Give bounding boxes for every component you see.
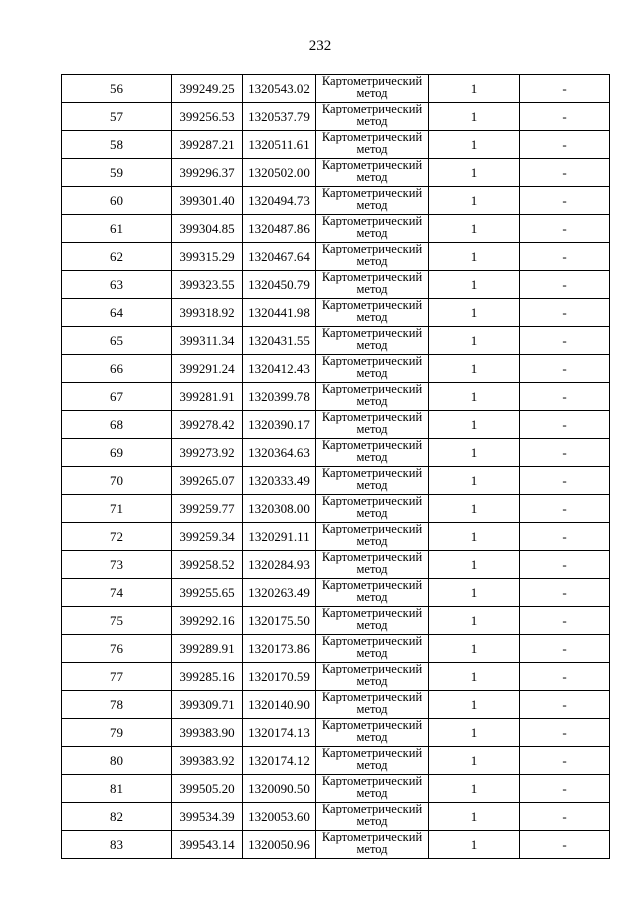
note-cell: - <box>520 327 610 355</box>
method-line-2: метод <box>356 786 388 800</box>
table-row <box>62 747 610 775</box>
coordinate-x-cell: 399258.52 <box>172 551 243 579</box>
method-line-2: метод <box>356 366 388 380</box>
coordinate-x-cell: 399259.34 <box>172 523 243 551</box>
table-row <box>62 691 610 719</box>
accuracy-cell: 1 <box>429 691 520 719</box>
note-cell: - <box>520 803 610 831</box>
method-line-2: метод <box>356 86 388 100</box>
method-cell <box>316 411 429 439</box>
table-row <box>62 243 610 271</box>
table-row <box>62 75 610 103</box>
accuracy-cell: 1 <box>429 775 520 803</box>
coordinate-y-cell: 1320170.59 <box>243 663 316 691</box>
table-row <box>62 635 610 663</box>
accuracy-cell: 1 <box>429 355 520 383</box>
coordinate-y-cell: 1320543.02 <box>243 75 316 103</box>
coordinate-x-cell: 399543.14 <box>172 831 243 859</box>
table-row <box>62 271 610 299</box>
accuracy-cell: 1 <box>429 103 520 131</box>
method-line-1: Картометрический <box>321 74 423 88</box>
method-line-1: Картометрический <box>321 802 423 816</box>
method-line-1: Картометрический <box>321 690 423 704</box>
method-cell <box>316 215 429 243</box>
accuracy-cell: 1 <box>429 383 520 411</box>
accuracy-cell: 1 <box>429 187 520 215</box>
method-line-2: метод <box>356 394 388 408</box>
table-row <box>62 383 610 411</box>
method-line-2: метод <box>356 814 388 828</box>
method-cell <box>316 579 429 607</box>
method-line-2: метод <box>356 254 388 268</box>
method-line-1: Картометрический <box>321 298 423 312</box>
coordinate-x-cell: 399383.90 <box>172 719 243 747</box>
coordinates-table-body <box>62 75 610 859</box>
coordinate-y-cell: 1320450.79 <box>243 271 316 299</box>
coordinate-y-cell: 1320364.63 <box>243 439 316 467</box>
table-row <box>62 355 610 383</box>
table-row <box>62 439 610 467</box>
method-line-2: метод <box>356 478 388 492</box>
method-cell <box>316 663 429 691</box>
table-row <box>62 831 610 859</box>
method-line-1: Картометрический <box>321 382 423 396</box>
method-cell <box>316 775 429 803</box>
table-row <box>62 579 610 607</box>
point-number-cell: 75 <box>62 607 172 635</box>
table-row <box>62 495 610 523</box>
coordinate-y-cell: 1320175.50 <box>243 607 316 635</box>
coordinate-x-cell: 399301.40 <box>172 187 243 215</box>
coordinate-y-cell: 1320291.11 <box>243 523 316 551</box>
point-number-cell: 74 <box>62 579 172 607</box>
method-cell <box>316 831 429 859</box>
accuracy-cell: 1 <box>429 75 520 103</box>
point-number-cell: 59 <box>62 159 172 187</box>
coordinate-y-cell: 1320284.93 <box>243 551 316 579</box>
method-line-2: метод <box>356 114 388 128</box>
method-line-2: метод <box>356 198 388 212</box>
coordinate-x-cell: 399292.16 <box>172 607 243 635</box>
coordinate-y-cell: 1320537.79 <box>243 103 316 131</box>
coordinate-y-cell: 1320431.55 <box>243 327 316 355</box>
note-cell: - <box>520 523 610 551</box>
coordinate-x-cell: 399383.92 <box>172 747 243 775</box>
method-line-1: Картометрический <box>321 606 423 620</box>
method-line-2: метод <box>356 674 388 688</box>
method-line-1: Картометрический <box>321 158 423 172</box>
method-line-1: Картометрический <box>321 662 423 676</box>
accuracy-cell: 1 <box>429 131 520 159</box>
coordinate-y-cell: 1320140.90 <box>243 691 316 719</box>
note-cell: - <box>520 187 610 215</box>
method-line-2: метод <box>356 226 388 240</box>
method-line-1: Картометрический <box>321 326 423 340</box>
method-line-1: Картометрический <box>321 746 423 760</box>
coordinate-x-cell: 399304.85 <box>172 215 243 243</box>
coordinate-y-cell: 1320390.17 <box>243 411 316 439</box>
method-cell <box>316 439 429 467</box>
point-number-cell: 70 <box>62 467 172 495</box>
method-cell <box>316 551 429 579</box>
note-cell: - <box>520 635 610 663</box>
coordinate-y-cell: 1320487.86 <box>243 215 316 243</box>
coordinate-y-cell: 1320263.49 <box>243 579 316 607</box>
method-cell <box>316 75 429 103</box>
point-number-cell: 82 <box>62 803 172 831</box>
table-row <box>62 215 610 243</box>
coordinate-x-cell: 399534.39 <box>172 803 243 831</box>
table-row <box>62 663 610 691</box>
point-number-cell: 66 <box>62 355 172 383</box>
method-line-2: метод <box>356 618 388 632</box>
method-line-2: метод <box>356 730 388 744</box>
coordinate-x-cell: 399296.37 <box>172 159 243 187</box>
point-number-cell: 81 <box>62 775 172 803</box>
table-row <box>62 299 610 327</box>
method-cell <box>316 103 429 131</box>
note-cell: - <box>520 159 610 187</box>
method-line-2: метод <box>356 506 388 520</box>
point-number-cell: 83 <box>62 831 172 859</box>
point-number-cell: 78 <box>62 691 172 719</box>
coordinate-x-cell: 399278.42 <box>172 411 243 439</box>
coordinate-x-cell: 399315.29 <box>172 243 243 271</box>
table-row <box>62 327 610 355</box>
method-cell <box>316 187 429 215</box>
note-cell: - <box>520 607 610 635</box>
coordinate-x-cell: 399273.92 <box>172 439 243 467</box>
table-row <box>62 103 610 131</box>
method-cell <box>316 299 429 327</box>
note-cell: - <box>520 691 610 719</box>
method-line-1: Картометрический <box>321 774 423 788</box>
coordinate-x-cell: 399309.71 <box>172 691 243 719</box>
page-number: 232 <box>308 38 332 54</box>
method-cell <box>316 327 429 355</box>
table-row <box>62 411 610 439</box>
coordinate-y-cell: 1320173.86 <box>243 635 316 663</box>
point-number-cell: 73 <box>62 551 172 579</box>
method-line-2: метод <box>356 422 388 436</box>
coordinate-x-cell: 399287.21 <box>172 131 243 159</box>
method-cell <box>316 607 429 635</box>
accuracy-cell: 1 <box>429 579 520 607</box>
coordinate-y-cell: 1320308.00 <box>243 495 316 523</box>
accuracy-cell: 1 <box>429 215 520 243</box>
method-line-1: Картометрический <box>321 634 423 648</box>
table-row <box>62 775 610 803</box>
coordinate-y-cell: 1320090.50 <box>243 775 316 803</box>
note-cell: - <box>520 439 610 467</box>
accuracy-cell: 1 <box>429 747 520 775</box>
point-number-cell: 71 <box>62 495 172 523</box>
accuracy-cell: 1 <box>429 327 520 355</box>
table-row <box>62 187 610 215</box>
table-row <box>62 607 610 635</box>
method-line-1: Картометрический <box>321 186 423 200</box>
accuracy-cell: 1 <box>429 831 520 859</box>
coordinate-y-cell: 1320050.96 <box>243 831 316 859</box>
method-cell <box>316 467 429 495</box>
note-cell: - <box>520 495 610 523</box>
note-cell: - <box>520 579 610 607</box>
coordinate-y-cell: 1320174.12 <box>243 747 316 775</box>
coordinate-y-cell: 1320053.60 <box>243 803 316 831</box>
method-line-1: Картометрический <box>321 102 423 116</box>
method-cell <box>316 383 429 411</box>
accuracy-cell: 1 <box>429 159 520 187</box>
point-number-cell: 67 <box>62 383 172 411</box>
coordinate-y-cell: 1320333.49 <box>243 467 316 495</box>
coordinate-x-cell: 399265.07 <box>172 467 243 495</box>
method-line-1: Картометрический <box>321 354 423 368</box>
point-number-cell: 63 <box>62 271 172 299</box>
method-line-2: метод <box>356 142 388 156</box>
note-cell: - <box>520 75 610 103</box>
note-cell: - <box>520 271 610 299</box>
coordinate-x-cell: 399291.24 <box>172 355 243 383</box>
point-number-cell: 64 <box>62 299 172 327</box>
coordinate-y-cell: 1320412.43 <box>243 355 316 383</box>
method-cell <box>316 271 429 299</box>
point-number-cell: 76 <box>62 635 172 663</box>
coordinate-x-cell: 399281.91 <box>172 383 243 411</box>
point-number-cell: 80 <box>62 747 172 775</box>
point-number-cell: 69 <box>62 439 172 467</box>
accuracy-cell: 1 <box>429 803 520 831</box>
note-cell: - <box>520 411 610 439</box>
accuracy-cell: 1 <box>429 607 520 635</box>
method-line-2: метод <box>356 338 388 352</box>
method-line-1: Картометрический <box>321 830 423 844</box>
coordinate-y-cell: 1320511.61 <box>243 131 316 159</box>
coordinate-x-cell: 399255.65 <box>172 579 243 607</box>
note-cell: - <box>520 215 610 243</box>
table-row <box>62 523 610 551</box>
coordinates-table <box>61 74 610 859</box>
note-cell: - <box>520 243 610 271</box>
method-line-1: Картометрический <box>321 522 423 536</box>
coordinate-x-cell: 399311.34 <box>172 327 243 355</box>
accuracy-cell: 1 <box>429 299 520 327</box>
method-cell <box>316 159 429 187</box>
coordinate-x-cell: 399318.92 <box>172 299 243 327</box>
method-line-1: Картометрический <box>321 438 423 452</box>
table-row <box>62 159 610 187</box>
method-cell <box>316 495 429 523</box>
coordinate-x-cell: 399505.20 <box>172 775 243 803</box>
method-cell <box>316 635 429 663</box>
method-cell <box>316 803 429 831</box>
method-line-1: Картометрический <box>321 466 423 480</box>
coordinate-y-cell: 1320399.78 <box>243 383 316 411</box>
coordinate-y-cell: 1320494.73 <box>243 187 316 215</box>
coordinate-x-cell: 399249.25 <box>172 75 243 103</box>
note-cell: - <box>520 355 610 383</box>
method-line-2: метод <box>356 450 388 464</box>
method-line-2: метод <box>356 702 388 716</box>
accuracy-cell: 1 <box>429 495 520 523</box>
note-cell: - <box>520 775 610 803</box>
method-line-2: метод <box>356 282 388 296</box>
note-cell: - <box>520 383 610 411</box>
point-number-cell: 56 <box>62 75 172 103</box>
point-number-cell: 60 <box>62 187 172 215</box>
point-number-cell: 62 <box>62 243 172 271</box>
table-row <box>62 719 610 747</box>
table-row <box>62 467 610 495</box>
method-line-1: Картометрический <box>321 578 423 592</box>
note-cell: - <box>520 719 610 747</box>
coordinate-y-cell: 1320441.98 <box>243 299 316 327</box>
method-line-2: метод <box>356 310 388 324</box>
accuracy-cell: 1 <box>429 551 520 579</box>
method-line-2: метод <box>356 170 388 184</box>
method-cell <box>316 355 429 383</box>
method-line-2: метод <box>356 646 388 660</box>
method-line-2: метод <box>356 562 388 576</box>
accuracy-cell: 1 <box>429 719 520 747</box>
method-line-1: Картометрический <box>321 410 423 424</box>
accuracy-cell: 1 <box>429 439 520 467</box>
method-cell <box>316 523 429 551</box>
coordinate-x-cell: 399323.55 <box>172 271 243 299</box>
method-line-1: Картометрический <box>321 130 423 144</box>
accuracy-cell: 1 <box>429 243 520 271</box>
method-line-1: Картометрический <box>321 494 423 508</box>
method-line-2: метод <box>356 534 388 548</box>
coordinate-y-cell: 1320502.00 <box>243 159 316 187</box>
accuracy-cell: 1 <box>429 271 520 299</box>
method-line-1: Картометрический <box>321 718 423 732</box>
coordinate-x-cell: 399259.77 <box>172 495 243 523</box>
accuracy-cell: 1 <box>429 635 520 663</box>
table-row <box>62 803 610 831</box>
note-cell: - <box>520 831 610 859</box>
method-cell <box>316 243 429 271</box>
coordinate-x-cell: 399256.53 <box>172 103 243 131</box>
table-row <box>62 131 610 159</box>
point-number-cell: 58 <box>62 131 172 159</box>
point-number-cell: 79 <box>62 719 172 747</box>
coordinate-y-cell: 1320467.64 <box>243 243 316 271</box>
coordinate-y-cell: 1320174.13 <box>243 719 316 747</box>
method-cell <box>316 691 429 719</box>
note-cell: - <box>520 551 610 579</box>
method-line-2: метод <box>356 590 388 604</box>
method-line-1: Картометрический <box>321 242 423 256</box>
method-line-1: Картометрический <box>321 550 423 564</box>
point-number-cell: 61 <box>62 215 172 243</box>
method-line-2: метод <box>356 758 388 772</box>
point-number-cell: 57 <box>62 103 172 131</box>
coordinate-x-cell: 399289.91 <box>172 635 243 663</box>
method-cell <box>316 719 429 747</box>
point-number-cell: 65 <box>62 327 172 355</box>
note-cell: - <box>520 131 610 159</box>
accuracy-cell: 1 <box>429 523 520 551</box>
coordinate-x-cell: 399285.16 <box>172 663 243 691</box>
accuracy-cell: 1 <box>429 663 520 691</box>
method-cell <box>316 131 429 159</box>
accuracy-cell: 1 <box>429 467 520 495</box>
method-line-2: метод <box>356 842 388 856</box>
note-cell: - <box>520 467 610 495</box>
point-number-cell: 77 <box>62 663 172 691</box>
note-cell: - <box>520 103 610 131</box>
note-cell: - <box>520 747 610 775</box>
note-cell: - <box>520 663 610 691</box>
point-number-cell: 68 <box>62 411 172 439</box>
method-line-1: Картометрический <box>321 214 423 228</box>
note-cell: - <box>520 299 610 327</box>
method-line-1: Картометрический <box>321 270 423 284</box>
point-number-cell: 72 <box>62 523 172 551</box>
accuracy-cell: 1 <box>429 411 520 439</box>
table-row <box>62 551 610 579</box>
method-cell <box>316 747 429 775</box>
